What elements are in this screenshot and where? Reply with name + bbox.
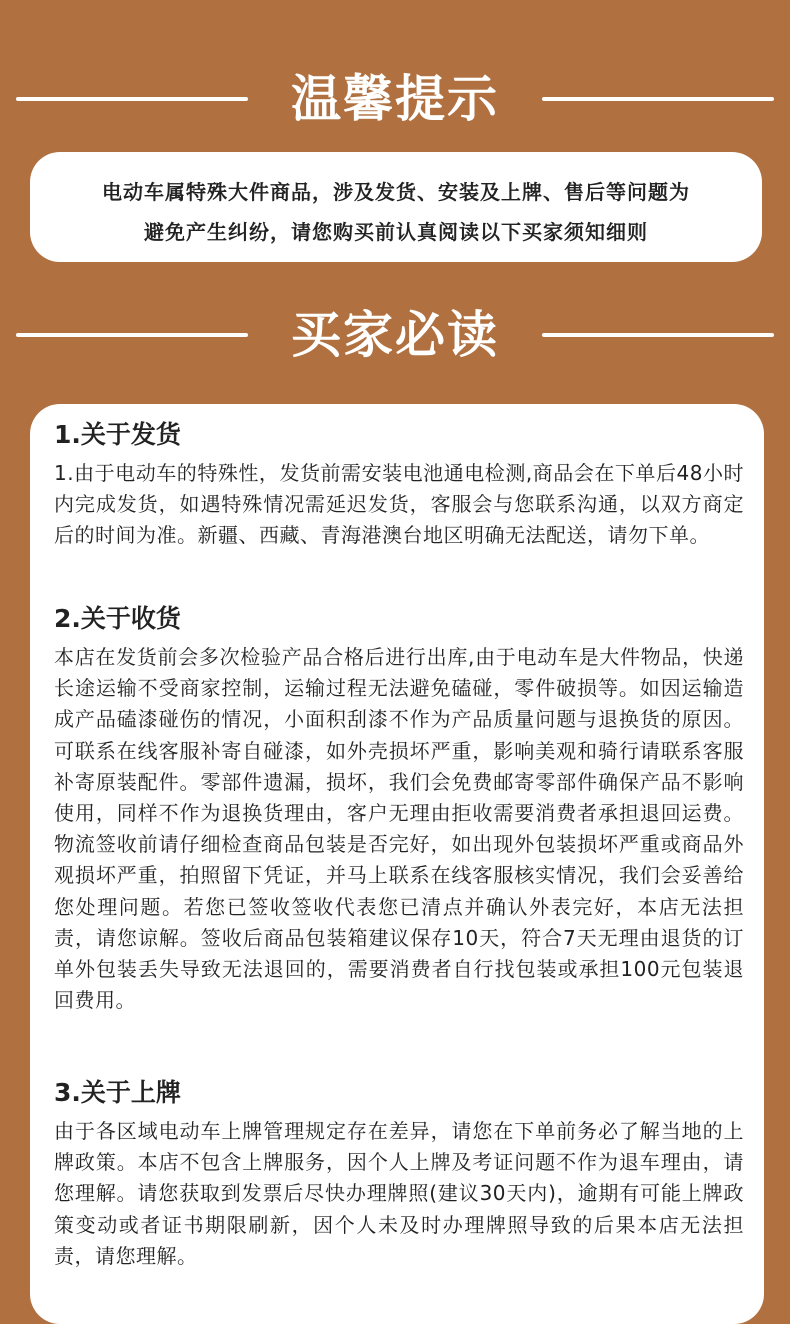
- section-title: 1.关于发货: [54, 420, 181, 449]
- header-warm-tips: [0, 54, 790, 144]
- divider-line: [542, 97, 774, 101]
- notice-line-2: 避免产生纠纷，请您购买前认真阅读以下买家须知细则: [144, 220, 648, 244]
- divider-line: [16, 97, 248, 101]
- section-receiving: [54, 602, 744, 1016]
- header-buyer-must-read: [0, 290, 790, 380]
- header-title: 买家必读: [291, 306, 499, 364]
- buyer-notice-panel: [30, 404, 764, 1324]
- notice-line-1: 电动车属特殊大件商品，涉及发货、安装及上牌、售后等问题为: [102, 180, 690, 204]
- divider-line: [16, 333, 248, 337]
- divider-line: [542, 333, 774, 337]
- section-title: 3.关于上牌: [54, 1078, 181, 1107]
- section-shipping: [54, 418, 744, 552]
- header-title: 温馨提示: [291, 70, 499, 128]
- section-body: 1.由于电动车的特殊性，发货前需安装电池通电检测,商品会在下单后48小时内完成发货，如遇特殊情况需延迟发货，客服会与您联系沟通，以双方商定后的时间为准。新疆、西藏、青海港澳台地区明确无法配送，请勿下单。: [54, 461, 744, 548]
- section-body: 本店在发货前会多次检验产品合格后进行出库,由于电动车是大件物品，快递长途运输不受商家控制，运输过程无法避免磕碰，零件破损等。如因运输造成产品磕漆碰伤的情况，小面积刮漆不作为产品质量问题与退换货的原因。可联系在线客服补寄自碰漆，如外壳损坏严重，影响美观和骑行请联系客服补寄原装配件。零部件遗漏，损坏，我们会免费邮寄零部件确保产品不影响使用，同样不作为退换货理由，客户无理由拒收需要消费者承担退回运费。物流签收前请仔细检查商品包装是否完好，如出现外包装损坏严重或商品外观损坏严重，拍照留下凭证，并马上联系在线客服核实情况，我们会妥善给您处理问题。若您已签收签收代表您已清点并确认外表完好，本店无法担责，请您谅解。签收后商品包装箱建议保存10天，符合7天无理由退货的订单外包装丢失导致无法退回的，需要消费者自行找包装或承担100元包装退回费用。: [54, 645, 744, 1013]
- section-registration: [54, 1076, 744, 1272]
- notice-card: [30, 152, 762, 262]
- section-body: 由于各区域电动车上牌管理规定存在差异，请您在下单前务必了解当地的上牌政策。本店不包含上牌服务，因个人上牌及考证问题不作为退车理由，请您理解。请您获取到发票后尽快办理牌照(建议30天内)，逾期有可能上牌政策变动或者证书期限刷新，因个人未及时办理牌照导致的后果本店无法担责，请您理解。: [54, 1119, 744, 1268]
- section-title: 2.关于收货: [54, 604, 181, 633]
